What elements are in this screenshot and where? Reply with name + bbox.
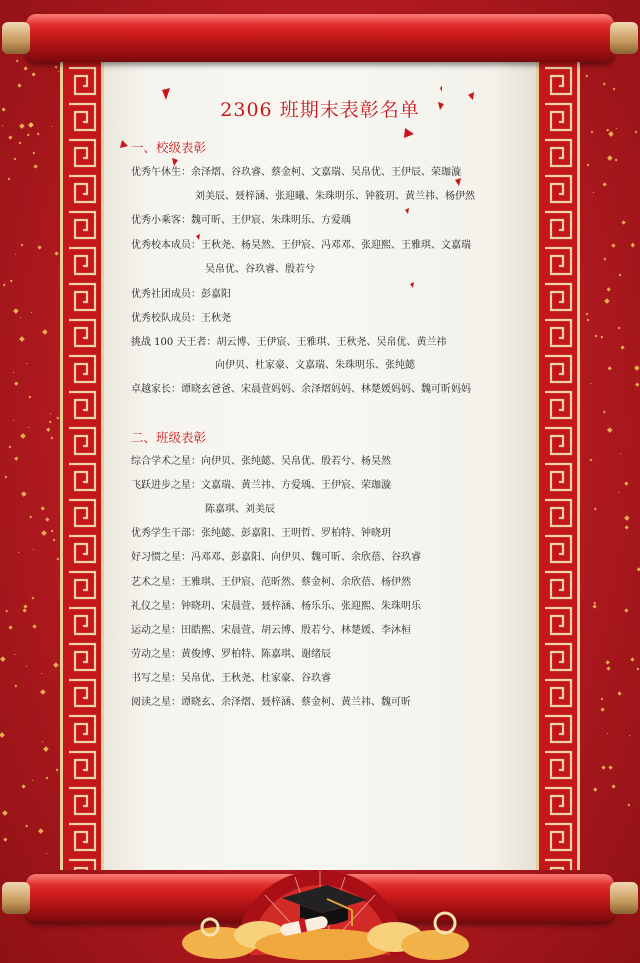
row-label: 书写之星： <box>131 673 181 684</box>
row-label: 礼仪之星： <box>131 601 181 612</box>
row-names: 文嘉瑞、黄兰祎、方爱瑀、王伊宸、荣珈漩 <box>201 480 391 491</box>
school-row-passenger <box>131 211 351 226</box>
class-row-sports <box>131 621 411 636</box>
row-label: 优秀校本成员： <box>131 240 201 251</box>
row-names: 彭嘉阳 <box>201 289 231 300</box>
row-names: 王秋尧 <box>201 313 231 324</box>
school-row-noon-rest-cont: 刘美辰、聂梓涵、张迎曦、朱珠明乐、钟筱玥、黄兰祎、杨伊然 <box>195 191 475 202</box>
row-label: 优秀社团成员： <box>131 289 201 300</box>
class-row-etiquette <box>131 597 421 612</box>
school-section-heading: 一、校级表彰 <box>131 140 207 155</box>
class-section-heading: 二、班级表彰 <box>131 430 207 445</box>
row-names: 余泽熠、谷玖睿、蔡金柯、文嘉瑞、吴帛优、王伊辰、荣珈漩 <box>191 167 461 178</box>
row-names: 冯邓邓、彭嘉阳、向伊贝、魏可昕、余欣蓓、谷玖睿 <box>191 552 421 563</box>
row-label: 艺术之星： <box>131 577 181 588</box>
class-row-progress <box>131 476 391 491</box>
row-label: 优秀学生干部： <box>131 528 201 539</box>
school-row-curriculum <box>131 236 471 251</box>
row-names: 谭晓玄、余泽熠、聂梓涵、蔡金柯、黄兰祎、魏可昕 <box>181 697 411 708</box>
class-row-labor <box>131 645 331 660</box>
school-row-team <box>131 309 231 324</box>
school-row-challenge-cont: 向伊贝、杜家豪、文嘉瑞、朱珠明乐、张纯懿 <box>215 360 415 371</box>
class-row-habit <box>131 548 421 563</box>
row-names: 田皓熙、宋晨萱、胡云博、殷若兮、林楚媛、李沐桓 <box>181 625 411 636</box>
row-label: 好习惯之星： <box>131 552 191 563</box>
class-row-writing <box>131 669 331 684</box>
row-names: 钟晓玥、宋晨萱、聂梓涵、杨乐乐、张迎熙、朱珠明乐 <box>181 601 421 612</box>
diploma-scroll-icon <box>276 912 336 938</box>
page-title: 2306 班期末表彰名单 <box>220 99 420 121</box>
row-label: 运动之星： <box>131 625 181 636</box>
row-label: 劳动之星： <box>131 649 181 660</box>
row-names: 魏可昕、王伊宸、朱珠明乐、方爱瑀 <box>191 215 351 226</box>
row-names: 王雅琪、王伊宸、范昕然、蔡金柯、余欣蓓、杨伊然 <box>181 577 411 588</box>
class-row-reading <box>131 693 411 708</box>
row-label: 卓越家长： <box>131 384 181 395</box>
row-names: 胡云博、王伊宸、王雅琪、王秋尧、吴帛优、黄兰祎 <box>216 337 447 348</box>
row-label: 阅读之星： <box>131 697 181 708</box>
row-names: 向伊贝、张纯懿、吴帛优、殷若兮、杨昊然 <box>201 456 391 467</box>
row-label: 优秀校队成员： <box>131 313 201 324</box>
row-names: 黄俊博、罗柏特、陈嘉琪、谢绪辰 <box>181 649 331 660</box>
row-label: 优秀小乘客： <box>131 215 191 226</box>
row-names: 王秋尧、杨昊然、王伊宸、冯邓邓、张迎熙、王雅琪、文嘉瑞 <box>201 240 471 251</box>
school-row-club <box>131 285 231 300</box>
school-row-parents <box>131 380 471 395</box>
row-label: 优秀午休生： <box>131 167 191 178</box>
class-row-cadre <box>131 524 391 539</box>
school-row-noon-rest <box>131 163 461 178</box>
row-names: 谭晓玄爸爸、宋晨萱妈妈、余泽熠妈妈、林楚媛妈妈、魏可昕妈妈 <box>181 384 471 395</box>
row-names: 张纯懿、彭嘉阳、王明哲、罗柏特、钟晓玥 <box>201 528 391 539</box>
school-row-curriculum-cont: 吴帛优、谷玖睿、殷若兮 <box>205 264 315 275</box>
class-row-progress-cont: 陈嘉琪、刘美辰 <box>205 504 275 515</box>
class-row-academic <box>131 452 391 467</box>
class-row-art <box>131 573 411 588</box>
school-row-challenge <box>131 333 446 348</box>
row-label: 挑战 100 天王者： <box>131 337 217 348</box>
row-label: 综合学术之星： <box>131 456 201 467</box>
row-label: 飞跃进步之星： <box>131 480 201 491</box>
row-names: 吴帛优、王秋尧、杜家豪、谷玖睿 <box>181 673 331 684</box>
